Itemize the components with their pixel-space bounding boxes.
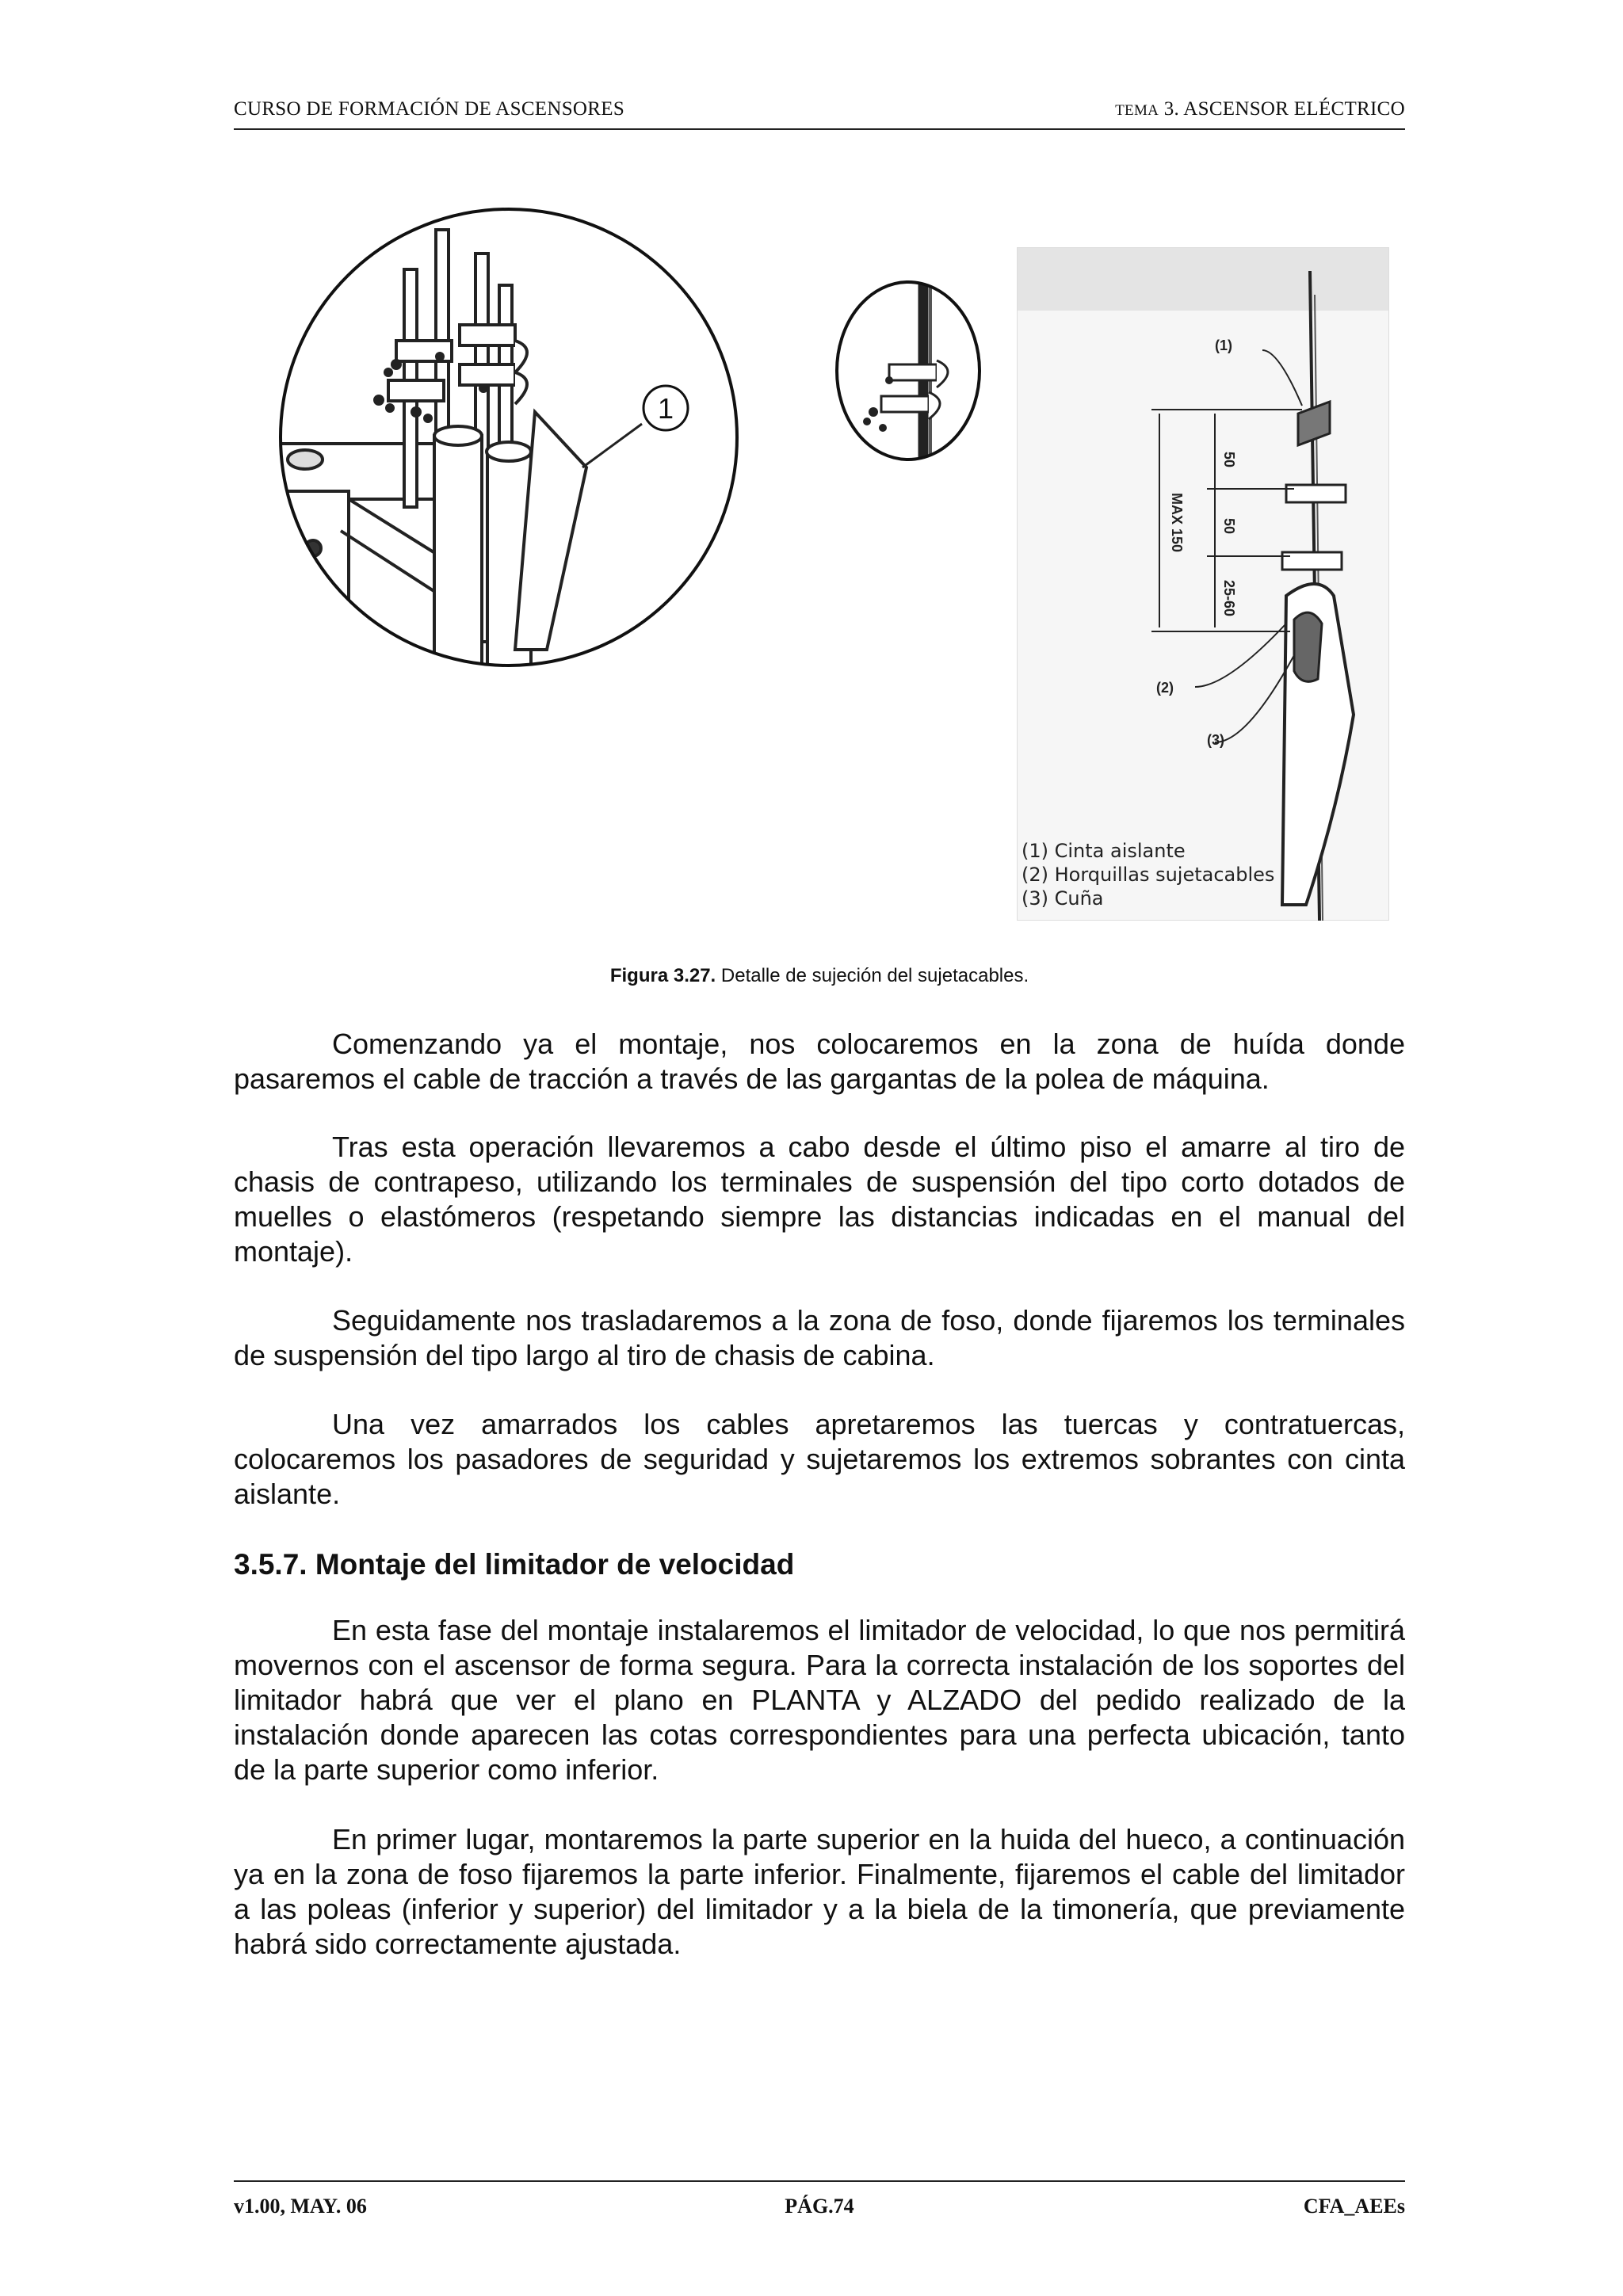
figure-caption: [234, 965, 1405, 987]
callout-1-label: 1: [657, 392, 674, 425]
caption-text: Detalle de sujeción del sujetacables.: [716, 965, 1029, 986]
dimension-25-60: 25-60: [1221, 580, 1237, 617]
paragraph-3: Seguidamente nos trasladaremos a la zona de foso, donde fijaremos los terminales de suspensión del tipo largo al tiro de chasis de cabina.: [234, 1304, 1405, 1371]
paragraph-5: En esta fase del montaje instalaremos el limitador de velocidad, lo que nos permitirá movernos con el ascensor de forma segura. Para la correcta instalación de los soportes del limitador habrá que ver el plano en PLANTA y ALZADO del pedido realizado de la instalación donde aparecen las cotas correspondientes para una perfecta ubicación, tanto de la parte superior como inferior.: [234, 1614, 1405, 1786]
footer-code: CFA_AEEs: [1303, 2195, 1405, 2218]
figure-circle-detail-small: [834, 277, 983, 467]
section-heading: 3.5.7. Montaje del limitador de velocidad: [234, 1548, 795, 1581]
figure-circle-detail-large: [277, 206, 741, 669]
dimension-50-upper: 50: [1221, 452, 1237, 468]
label-1: (1): [1215, 338, 1232, 353]
dimension-50-lower: 50: [1221, 518, 1237, 535]
header-course-title: CURSO DE FORMACIÓN DE ASCENSORES: [234, 98, 625, 120]
header-chapter-title: 3. ASCENSOR ELÉCTRICO: [1159, 98, 1405, 120]
header-tema: TEMA: [1115, 102, 1159, 119]
label-2: (2): [1156, 680, 1174, 696]
legend-item-horquillas: (2) Horquillas sujetacables: [1022, 864, 1275, 886]
page-footer: [234, 2180, 1405, 2218]
dimension-max-150: MAX 150: [1169, 493, 1185, 553]
page-header: [234, 95, 1405, 130]
figure-cable-clamp-drawing: [1017, 247, 1389, 921]
paragraph-2: Tras esta operación llevaremos a cabo desde el último piso el amarre al tiro de chasis de contrapeso, utilizando los terminales de suspensión del tipo corto dotados de muelles o elastómeros (respetando siempre las distancias indicadas en el manual del montaje).: [234, 1131, 1405, 1268]
footer-page-number: PÁG.74: [785, 2195, 854, 2218]
caption-label: Figura 3.27.: [609, 965, 716, 986]
legend-item-cinta: (1) Cinta aislante: [1022, 840, 1186, 862]
footer-version: v1.00, MAY. 06: [234, 2195, 367, 2218]
paragraph-4: Una vez amarrados los cables apretaremos las tuercas y contratuercas, colocaremos los pasadores de seguridad y sujetaremos los extremos sobrantes con cinta aislante.: [234, 1408, 1405, 1510]
legend-item-cuna: (3) Cuña: [1022, 887, 1104, 910]
header-chapter: [1115, 98, 1405, 120]
paragraph-6: En primer lugar, montaremos la parte superior en la huida del hueco, a continuación ya en la zona de foso fijaremos la parte inferior. Finalmente, fijaremos el cable del limitador a las poleas (inferior y superior) del limitador y a la biela de la timonería, que previamente habrá sido correctamente ajustada.: [234, 1823, 1405, 1960]
paragraph-1: Comenzando ya el montaje, nos colocaremos en la zona de huída donde pasaremos el cable de tracción a través de las gargantas de la polea de máquina.: [234, 1028, 1405, 1095]
label-3: (3): [1207, 732, 1224, 748]
